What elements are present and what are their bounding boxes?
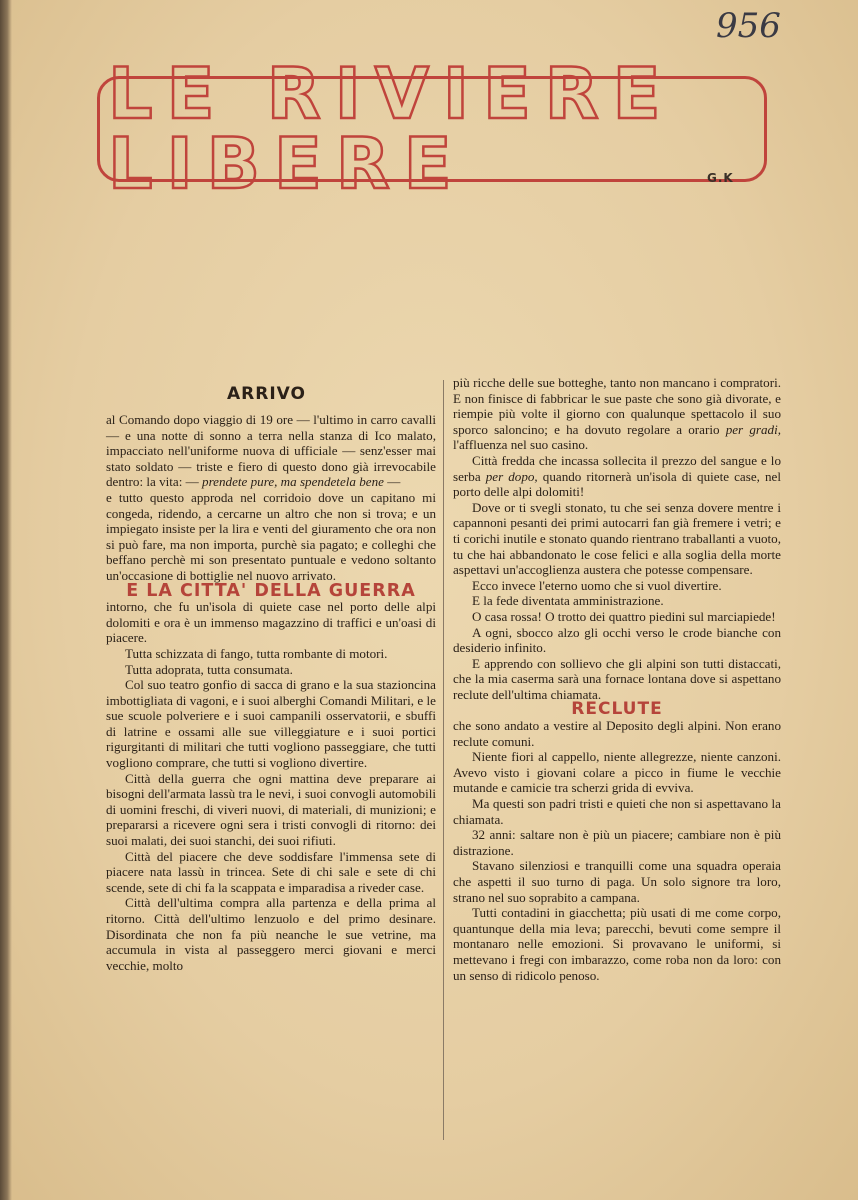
- right-paragraph-5: E la fede diventata amministrazione.: [472, 593, 664, 609]
- citta-paragraph-6: Città del piacere che deve soddisfare l'immensa sete di piacere nata lassù in trincea. Sete di chi sale e sete di chi scende, sete di chi fa la scappata e imparadisa a riveder case.: [106, 848, 436, 895]
- reclute-paragraph-1: che sono andato a vestire al Deposito degli alpini. Non erano reclute comuni.: [453, 718, 781, 749]
- page-number: 956: [716, 6, 781, 46]
- heading-citta-della-guerra: E LA CITTA' DELLA GUERRA: [126, 580, 416, 601]
- book-binding-edge: [0, 0, 12, 1200]
- right-paragraph-1: più ricche delle sue botteghe, tanto non mancano i compratori. E non finisce di fabbricar le sue paste che sono già divorate, e riempie più volte il giorno con qualunque spettacolo il suo sporco saloncino; e ha dovuto regolare a orario per gradi, l'affluenza nel suo casino.: [453, 375, 781, 453]
- citta-paragraph-3: Tutta adoprata, tutta consumata.: [125, 661, 293, 677]
- reclute-paragraph-2: Niente fiori al cappello, niente allegrezze, niente canzoni. Avevo visto i giovani colare a picco in fiume le vecchie mutande e camicie tra scherzi grida di evviva.: [453, 749, 781, 796]
- right-paragraph-6: O casa rossa! O trotto dei quattro piedini sul marciapiede!: [472, 608, 776, 624]
- heading-arrivo: ARRIVO: [227, 384, 306, 404]
- right-paragraph-3: Dove or ti svegli stonato, tu che sei senza dovere mentre i capannoni pesanti dei primi autocarri fan già fremere i vetri; e ti corichi inutile e stonato quando rientrano traballanti a vuoto, tu che hai abbandonato le cose felici e alla soglia della morte aspettavi un'accoglienza austera che potesse compensare.: [453, 499, 781, 578]
- masthead-signature: G.K: [707, 171, 734, 185]
- heading-reclute: RECLUTE: [571, 699, 663, 720]
- arrivo-paragraph-1: al Comando dopo viaggio di 19 ore — l'ultimo in carro cavalli — e una notte di sonno a terra nella stanza di Ico malato, impacciato nell'uniforme nuova di ufficiale — senz'esser mai stato soldato — triste e fiero di questo dono già irrevocabile dentro: la vita: — prendete pure, ma spendetela bene —: [106, 412, 436, 490]
- right-paragraph-7: A ogni, sbocco alzo gli occhi verso le crode bianche con desiderio infinito.: [453, 624, 781, 656]
- citta-paragraph-5: Città della guerra che ogni mattina deve preparare ai bisogni dell'armata lassù tra le nevi, i suoi convogli automobili di uomini freschi, di viveri nuovi, di materiali, di munizioni; e prepararsi a ricevere ogni sera i tristi convogli di ritorno: dei suoi malati, dei suoi stanchi, dei suoi rifiuti.: [106, 770, 436, 849]
- reclute-paragraph-5: Stavano silenziosi e tranquilli come una squadra operaia che aspetti il suo turno di paga. Un solo signore tra loro, strano nel suo soprabito a campana.: [453, 858, 781, 905]
- arrivo-paragraph-2: e tutto questo approda nel corridoio dove un capitano mi congeda, ridendo, a cercarne un altro che non si trova; e un impiegato insiste per la lira e venti del giuramento che ora non si può fare, ma non importa, purchè sia pagato; e colleghi che beffano perchè mi son presentato puntuale e vedono soltanto un'occasione di bottiglie nel nuovo arrivato.: [106, 489, 436, 583]
- right-paragraph-8: E apprendo con sollievo che gli alpini son tutti distaccati, che la mia caserma sarà una fornace lontana dove si aspettano reclute dell'ultima chiamata.: [453, 655, 781, 702]
- arrivo-italic-quote: prendete pure, ma spendetela bene: [202, 474, 384, 490]
- masthead-title: LE RIVIERE LIBERE: [108, 53, 675, 205]
- citta-paragraph-1: intorno, che fu un'isola di quiete case nel porto delle alpi dolomiti e ora è un immenso magazzino di traffici e un'oasi di piacere.: [106, 599, 436, 646]
- reclute-paragraph-4: 32 anni: saltare non è più un piacere; cambiare non è più distrazione.: [453, 827, 781, 858]
- masthead-frame: [97, 53, 767, 205]
- right-column: [453, 375, 781, 983]
- reclute-paragraph-3: Ma questi son padri tristi e quieti che non si aspettavano la chiamata.: [453, 796, 781, 827]
- right-paragraph-2: Città fredda che incassa sollecita il prezzo del sangue e lo serba per dopo, quando ritornerà un'isola di quiete case, nel porto delle alpi dolomiti!: [453, 452, 781, 500]
- citta-paragraph-7: Città dell'ultima compra alla partenza e della prima al ritorno. Città dell'ultimo lenzuolo e del primo desinare. Disordinata che non fa più neanche le sue vetrine, ma accumula in vista al passeggero merci giovani e merci vecchie, molto: [106, 895, 436, 973]
- citta-paragraph-4: Col suo teatro gonfio di sacca di grano e la sua stazioncina imbottigliata di vagoni, e i suoi alberghi Comandi Militari, e le sue scuole polveriere e i suoi campanili osservatorii, e sbuffi di latrine e ossami alle sue villeggiature e i suoi portici rigurgitanti di militari che tutti vogliono passeggiare, che tutti vogliono comprare, che tutti si vogliono divertire.: [106, 677, 436, 771]
- left-column: [106, 412, 436, 973]
- citta-paragraph-2: Tutta schizzata di fango, tutta rombante di motori.: [125, 645, 388, 661]
- reclute-paragraph-6: Tutti contadini in giacchetta; più usati di me come corpo, quantunque della mia leva; parecchi, bevuti come sempre il montanaro nelle emozioni. Si provavano le uniformi, si mettevano i fregi con imbarazzo, come roba non da loro: con un senso di ridicolo penoso.: [453, 905, 781, 983]
- column-divider: [443, 380, 444, 1140]
- right-paragraph-4: Ecco invece l'eterno uomo che si vuol divertire.: [472, 577, 722, 593]
